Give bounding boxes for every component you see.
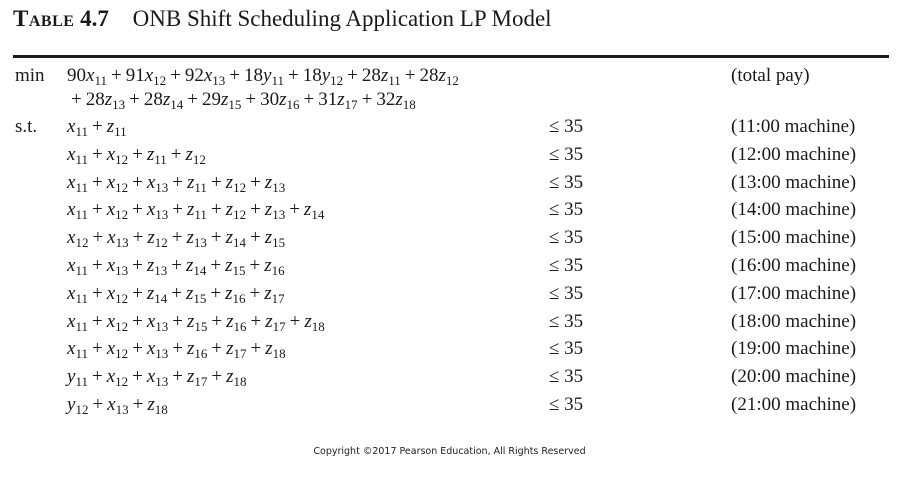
- plus-sign: +: [249, 255, 261, 276]
- plus-sign: +: [91, 282, 103, 304]
- objective-note: (total pay): [731, 65, 810, 86]
- objective-variable: $z_{11}$: [380, 65, 401, 88]
- objective-row-2: [0, 89, 899, 115]
- constraint-bound: ≤ 35: [549, 310, 584, 332]
- constraint-variable: $z_{13}$: [264, 171, 286, 195]
- objective-variable: $z_{18}$: [395, 89, 416, 112]
- plus-sign: +: [211, 338, 223, 360]
- constraint-row: [0, 255, 899, 281]
- constraint-variable: $z_{12}$: [185, 143, 206, 167]
- plus-sign: +: [132, 171, 143, 193]
- plus-sign: +: [187, 89, 198, 110]
- plus-sign: +: [110, 65, 122, 86]
- constraint-variable: $x_{13}$: [106, 255, 129, 278]
- constraint-variable: $x_{13}$: [146, 338, 169, 362]
- table-number: 4.7: [80, 6, 109, 31]
- header-rule: [13, 55, 889, 58]
- constraint-variable: $z_{14}$: [303, 199, 325, 223]
- constraint-note: (18:00 machine): [731, 310, 857, 332]
- constraint-variable: $z_{11}$: [187, 171, 207, 195]
- plus-sign: +: [132, 282, 143, 304]
- objective-variable: $z_{13}$: [104, 89, 126, 112]
- plus-sign: +: [132, 394, 144, 415]
- objective-variable: $y_{12}$: [321, 65, 344, 88]
- plus-sign: +: [132, 366, 143, 388]
- plus-sign: +: [172, 310, 183, 332]
- constraint-note: (15:00 machine): [731, 227, 857, 249]
- plus-sign: +: [361, 89, 373, 110]
- plus-sign: +: [250, 338, 262, 360]
- objective-expression-line2: [67, 89, 416, 111]
- constraint-bound: ≤ 35: [549, 255, 584, 276]
- constraint-note: (17:00 machine): [731, 282, 857, 304]
- objective-coefficient: 29: [201, 89, 221, 110]
- constraint-variable: $x_{11}$: [67, 143, 88, 167]
- plus-sign: +: [249, 282, 261, 304]
- objective-coefficient: 28: [361, 65, 381, 86]
- constraint-variable: $x_{12}$: [106, 310, 129, 334]
- constraint-bound: ≤ 35: [549, 143, 584, 165]
- constraint-variable: $z_{15}$: [187, 310, 208, 334]
- constraint-variable: $y_{12}$: [67, 394, 89, 417]
- objective-variable: $z_{17}$: [337, 89, 358, 112]
- table-title: [13, 6, 552, 32]
- plus-sign: +: [210, 171, 222, 193]
- plus-sign: +: [347, 65, 358, 86]
- plus-sign: +: [91, 338, 103, 360]
- objective-coefficient: 31: [318, 89, 338, 110]
- constraint-note: (12:00 machine): [731, 143, 857, 165]
- constraint-row: [0, 283, 899, 309]
- objective-variable: $z_{16}$: [279, 89, 300, 112]
- plus-sign: +: [132, 338, 143, 360]
- plus-sign: +: [250, 310, 262, 332]
- constraint-row: [0, 144, 899, 170]
- objective-coefficient: 32: [376, 89, 396, 110]
- constraint-expression: [67, 394, 168, 416]
- plus-sign: +: [210, 199, 222, 221]
- plus-sign: +: [172, 366, 183, 388]
- constraint-variable: $z_{16}$: [225, 282, 246, 306]
- constraint-variable: $x_{12}$: [106, 282, 129, 306]
- constraint-variable: $z_{17}$: [187, 366, 208, 390]
- constraint-row: [0, 116, 899, 142]
- constraint-row: [0, 311, 899, 337]
- constraint-variable: $x_{12}$: [106, 143, 129, 167]
- plus-sign: +: [92, 227, 104, 249]
- plus-sign: +: [172, 338, 183, 360]
- constraint-variable: $x_{13}$: [107, 394, 129, 417]
- plus-sign: +: [211, 310, 223, 332]
- constraint-variable: $x_{11}$: [67, 255, 88, 278]
- constraint-variable: $z_{11}$: [146, 143, 167, 167]
- constraint-variable: $z_{15}$: [185, 282, 207, 306]
- plus-sign: +: [404, 65, 416, 86]
- constraint-variable: $x_{13}$: [146, 199, 169, 223]
- constraint-variable: $x_{11}$: [67, 199, 88, 223]
- plus-sign: +: [91, 255, 103, 276]
- objective-coefficient: 28: [419, 65, 439, 86]
- constraint-expression: [67, 338, 286, 360]
- constraint-variable: $x_{11}$: [67, 116, 88, 139]
- objective-coefficient: 18: [244, 65, 263, 86]
- objective-coefficient: 90: [67, 65, 86, 86]
- plus-sign: +: [91, 199, 103, 221]
- constraint-note: (21:00 machine): [731, 394, 857, 415]
- constraint-row: [0, 394, 899, 420]
- constraint-variable: $x_{12}$: [106, 338, 129, 362]
- constraint-variable: $z_{17}$: [265, 310, 286, 334]
- objective-variable: $y_{11}$: [263, 65, 284, 88]
- constraint-variable: $x_{13}$: [146, 171, 169, 195]
- constraint-bound: ≤ 35: [549, 199, 584, 221]
- plus-sign: +: [132, 227, 144, 249]
- plus-sign: +: [287, 65, 299, 86]
- plus-sign: +: [229, 65, 240, 86]
- constraint-variable: $z_{15}$: [225, 255, 246, 278]
- constraint-variable: $x_{12}$: [106, 199, 129, 223]
- objective-coefficient: 91: [125, 65, 145, 86]
- plus-sign: +: [92, 394, 104, 415]
- objective-variable: $x_{13}$: [203, 65, 226, 88]
- objective-expression-line1: [67, 65, 459, 87]
- constraint-variable: $z_{13}$: [146, 255, 168, 278]
- constraint-expression: [67, 227, 285, 249]
- plus-sign: +: [289, 310, 301, 332]
- plus-sign: +: [210, 255, 222, 276]
- constraint-variable: $x_{12}$: [67, 227, 89, 251]
- plus-sign: +: [132, 255, 143, 276]
- objective-coefficient: 28: [85, 89, 105, 110]
- plus-sign: +: [172, 171, 183, 193]
- constraint-variable: $z_{14}$: [146, 282, 168, 306]
- objective-row-1: [0, 65, 899, 91]
- constraint-variable: $z_{18}$: [226, 366, 247, 390]
- constraint-bound: ≤ 35: [549, 171, 584, 193]
- constraint-variable: $z_{12}$: [225, 199, 247, 223]
- constraint-bound: ≤ 35: [549, 116, 584, 137]
- constraint-expression: [67, 366, 247, 388]
- objective-variable: $z_{14}$: [162, 89, 184, 112]
- constraint-expression: [67, 199, 324, 221]
- objective-variable: $x_{11}$: [86, 65, 107, 88]
- objective-keyword: min: [15, 65, 45, 86]
- table-caption: ONB Shift Scheduling Application LP Model: [132, 6, 552, 31]
- plus-sign: +: [250, 199, 261, 221]
- plus-sign: +: [132, 199, 143, 221]
- constraint-variable: $x_{13}$: [107, 227, 129, 251]
- constraint-variable: $z_{12}$: [225, 171, 247, 195]
- plus-sign: +: [91, 171, 103, 193]
- constraint-expression: [67, 116, 127, 138]
- objective-variable: $z_{12}$: [438, 65, 459, 88]
- constraint-variable: $x_{11}$: [67, 171, 88, 195]
- constraint-variable: $z_{15}$: [264, 227, 286, 251]
- objective-variable: $x_{12}$: [144, 65, 167, 88]
- plus-sign: +: [71, 89, 82, 110]
- constraint-row: [0, 172, 899, 198]
- constraint-variable: $x_{12}$: [106, 171, 129, 195]
- objective-coefficient: 30: [260, 89, 280, 110]
- constraint-variable: $z_{14}$: [185, 255, 207, 278]
- plus-sign: +: [132, 143, 143, 165]
- constraint-bound: ≤ 35: [549, 338, 584, 360]
- constraint-variable: $z_{18}$: [304, 310, 325, 334]
- plus-sign: +: [171, 227, 183, 249]
- constraint-bound: ≤ 35: [549, 227, 584, 249]
- plus-sign: +: [172, 199, 183, 221]
- plus-sign: +: [289, 199, 300, 221]
- constraint-expression: [67, 311, 325, 333]
- plus-sign: +: [245, 89, 257, 110]
- constraint-variable: $z_{17}$: [226, 338, 247, 362]
- constraint-variable: $x_{11}$: [67, 282, 88, 306]
- constraint-note: (11:00 machine): [731, 116, 856, 137]
- plus-sign: +: [210, 282, 222, 304]
- constraint-variable: $z_{16}$: [264, 255, 285, 278]
- plus-sign: +: [303, 89, 315, 110]
- constraint-bound: ≤ 35: [549, 366, 584, 388]
- plus-sign: +: [129, 89, 140, 110]
- constraint-note: (14:00 machine): [731, 199, 857, 221]
- constraint-bound: ≤ 35: [549, 394, 584, 415]
- plus-sign: +: [171, 255, 182, 276]
- constraint-variable: $z_{14}$: [225, 227, 246, 251]
- constraint-note: (20:00 machine): [731, 366, 857, 388]
- constraint-variable: $z_{11}$: [187, 199, 207, 223]
- objective-coefficient: 18: [302, 65, 322, 86]
- constraint-note: (13:00 machine): [731, 171, 857, 193]
- constraint-row: [0, 227, 899, 253]
- constraint-row: [0, 199, 899, 225]
- plus-sign: +: [91, 143, 103, 165]
- plus-sign: +: [171, 282, 182, 304]
- plus-sign: +: [249, 227, 261, 249]
- objective-coefficient: 92: [184, 65, 204, 86]
- constraint-variable: $x_{13}$: [146, 366, 169, 390]
- plus-sign: +: [91, 116, 103, 137]
- objective-variable: $z_{15}$: [220, 89, 242, 112]
- constraint-variable: $z_{13}$: [186, 227, 207, 251]
- constraint-expression: [67, 144, 206, 166]
- constraint-variable: $z_{13}$: [264, 199, 286, 223]
- constraint-variable: $z_{17}$: [264, 282, 285, 306]
- plus-sign: +: [170, 143, 182, 165]
- constraint-variable: $z_{11}$: [106, 116, 127, 139]
- plus-sign: +: [91, 310, 103, 332]
- constraint-expression: [67, 283, 285, 305]
- constraint-row: [0, 366, 899, 392]
- constraint-variable: $z_{16}$: [187, 338, 208, 362]
- objective-coefficient: 28: [143, 89, 163, 110]
- constraint-variable: $z_{18}$: [147, 394, 168, 417]
- constraint-row: [0, 338, 899, 364]
- copyright-notice: Copyright ©2017 Pearson Education, All Rights Reserved: [313, 446, 586, 457]
- table-label: Table: [13, 6, 75, 31]
- constraint-variable: $z_{18}$: [265, 338, 286, 362]
- plus-sign: +: [170, 65, 181, 86]
- constraint-note: (16:00 machine): [731, 255, 857, 276]
- plus-sign: +: [132, 310, 143, 332]
- constraint-variable: $x_{11}$: [67, 338, 88, 362]
- constraint-variable: $z_{12}$: [147, 227, 168, 251]
- plus-sign: +: [250, 171, 261, 193]
- constraint-variable: $x_{11}$: [67, 310, 88, 334]
- constraint-variable: $x_{12}$: [106, 366, 129, 390]
- plus-sign: +: [211, 366, 223, 388]
- plus-sign: +: [91, 366, 103, 388]
- constraints-keyword: s.t.: [15, 116, 38, 137]
- constraint-expression: [67, 172, 285, 194]
- constraint-expression: [67, 255, 285, 277]
- constraint-note: (19:00 machine): [731, 338, 857, 360]
- constraint-variable: $z_{16}$: [226, 310, 247, 334]
- constraint-variable: $x_{13}$: [146, 310, 169, 334]
- constraint-variable: $y_{11}$: [67, 366, 88, 390]
- constraint-bound: ≤ 35: [549, 282, 584, 304]
- plus-sign: +: [210, 227, 222, 249]
